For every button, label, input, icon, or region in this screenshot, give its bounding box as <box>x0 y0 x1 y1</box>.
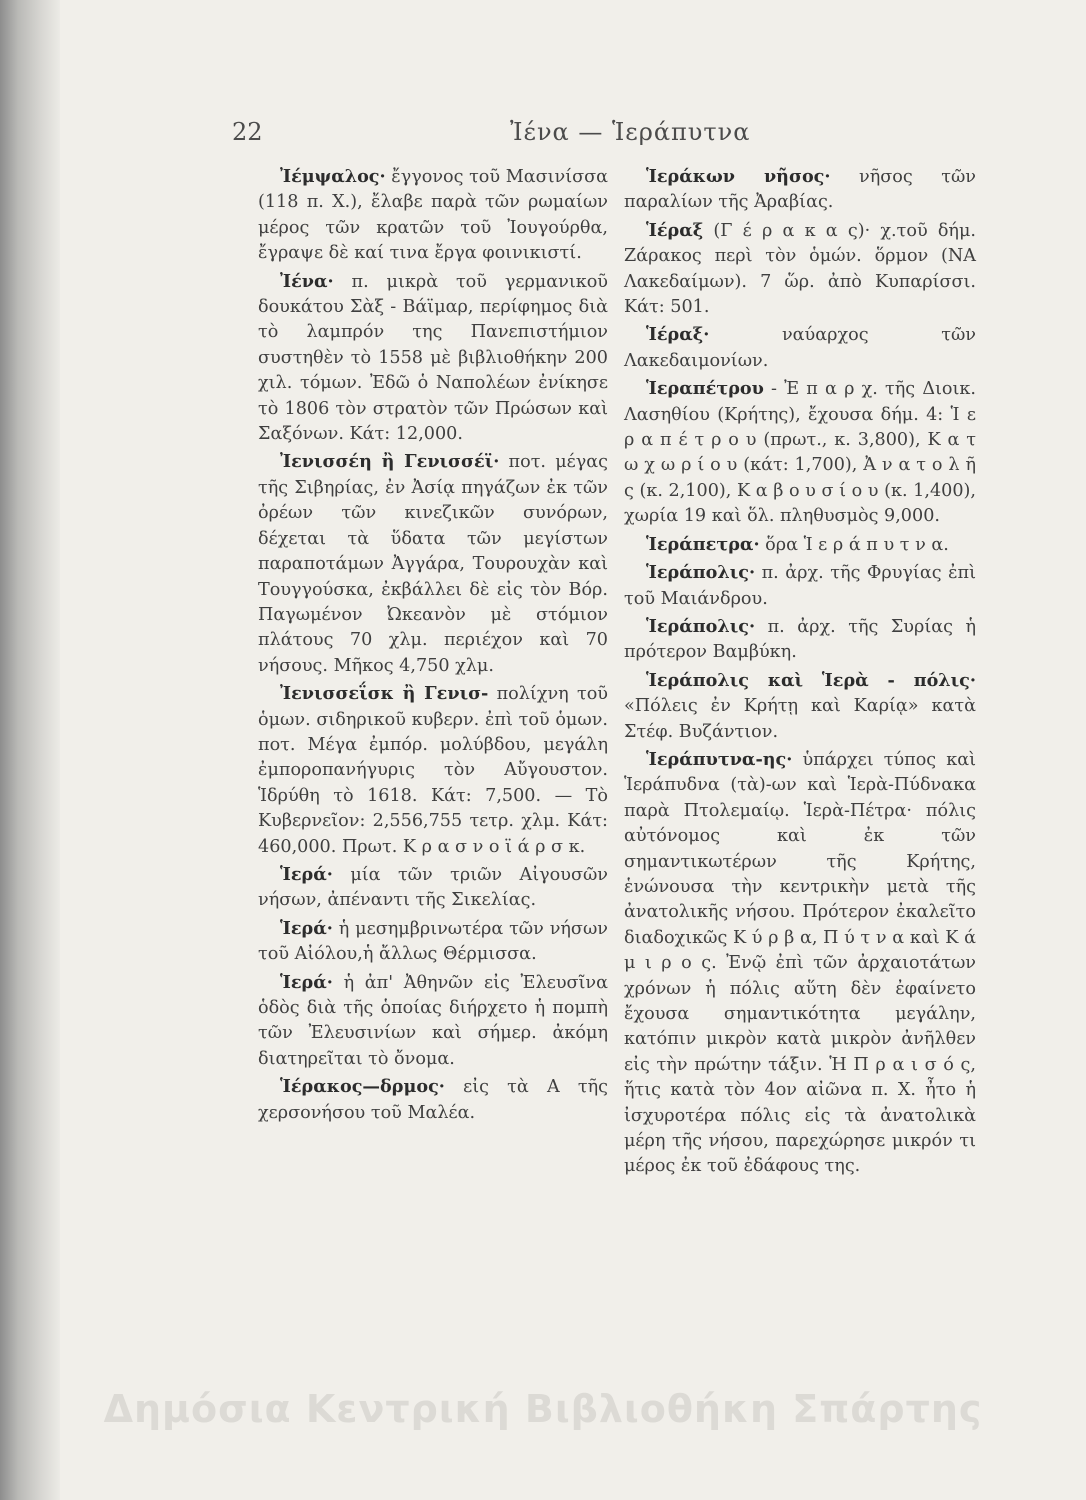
entry-text: ναύαρχος τῶν Λακεδαιμονίων. <box>624 325 976 371</box>
entry-text: π. ἀρχ. τῆς Φρυγίας ἐπὶ τοῦ Μαιάνδρου. <box>624 563 976 609</box>
dictionary-entry <box>258 164 608 267</box>
entry-headword: Ἱερά· <box>280 863 333 885</box>
dictionary-entry <box>624 218 976 321</box>
dictionary-entry <box>258 681 608 860</box>
entry-text: (Γ έ ρ α κ α ς)· χ.τοῦ δήμ. Ζάρακος περὶ τὸν ὁμών. ὅρμον (ΝΑ Λακεδαίμων). 7 ὥρ. ἀπὸ Κυπαρίσσι. Κάτ: 501. <box>624 220 976 318</box>
page-header <box>0 118 1086 158</box>
entry-text: π. ἀρχ. τῆς Συρίας ἡ πρότερον Βαμβύκη. <box>624 616 976 663</box>
entry-headword: Ἱεραπέτρου <box>646 378 764 400</box>
entry-text: νῆσος τῶν παραλίων τῆς Ἀραβίας. <box>624 167 977 213</box>
dictionary-entry <box>624 668 976 745</box>
dictionary-entry <box>624 614 976 666</box>
dictionary-entry <box>624 560 976 612</box>
entry-headword: Ἱεράπετρα· <box>646 533 760 555</box>
entry-headword: Ἱέραξ <box>646 219 704 241</box>
left-column <box>258 164 608 1128</box>
entry-text: ποτ. μέγας τῆς Σιβηρίας, ἐν Ἀσίᾳ πηγάζων ἐκ τῶν ὀρέων τῶν κινεζικῶν συνόρων, δέχεται τὰ ὕδατα τῶν μεγίστων παραποτάμων Ἀγγάρα, Τουρουχὰν καὶ Τουγγούσκα, ἐκβάλλει δὲ εἰς τὸν Βόρ. Παγωμένον Ὠκεανὸν μὲ στόμιον πλάτους 70 χλμ. περιέχον καὶ 70 νήσους. Μῆκος 4,750 χλμ. <box>258 452 609 676</box>
library-watermark: Δημόσια Κεντρική Βιβλιοθήκη Σπάρτης <box>103 1387 983 1431</box>
entry-text: πολίχνη τοῦ ὁμων. σιδηρικοῦ κυβερν. ἐπὶ τοῦ ὁμων. ποτ. Μέγα ἐμπόρ. μολύβδου, μεγάλη ἐμποροπανήγυρις τὸν Αὔγουστον. Ἱδρύθη τὸ 1618. Κάτ: 7,500. — Τὸ Κυβερνεῖον: 2,556,755 τετρ. χλμ. Κάτ: 460,000. Πρωτ. Κ ρ α σ ν ο ϊ ά ρ σ κ. <box>258 684 609 857</box>
entry-text: ὅρα Ἱ ε ρ ά π υ τ ν α. <box>759 534 949 555</box>
entry-headword: Ἱεράκων νῆσος· <box>646 166 831 187</box>
right-column <box>624 164 976 1182</box>
entry-text: - Ἐ π α ρ χ. τῆς Διοικ. Λασηθίου (Κρήτης), ἔχουσα δήμ. 4: Ἱ ε ρ α π έ τ ρ ο υ (πρωτ., κ. 3,800), Κ α τ ω χ ω ρ ί ο υ (κάτ: 1,700), Ἀ ν α τ ο λ ῆ ς (κ. 2,100), Κ α β ο υ σ ί ο υ (κ. 1,400), χωρία 19 καὶ ὅλ. πληθυσμὸς 9,000. <box>624 379 976 527</box>
entry-headword: Ἱερά· <box>280 917 333 939</box>
dictionary-entry <box>258 970 608 1073</box>
dictionary-entry <box>624 532 976 558</box>
entry-headword: Ἱέραξ· <box>646 324 710 346</box>
entry-headword: Ἱεράπολις καὶ Ἱερὰ - πόλις· <box>646 669 976 691</box>
entry-headword: Ἰένα· <box>280 270 334 292</box>
entry-headword: Ἱερά· <box>280 971 333 993</box>
dictionary-entry <box>258 862 608 914</box>
page-number: 22 <box>232 118 263 146</box>
entry-text: ἡ μεσημβρινωτέρα τῶν νήσων τοῦ Αἰόλου,ἡ ἄλλως Θέρμισσα. <box>258 918 608 965</box>
entry-headword: Ἱεράπολις· <box>646 562 756 584</box>
entry-headword: Ἱεράπολις· <box>646 615 756 637</box>
dictionary-entry <box>258 1074 608 1126</box>
dictionary-entry <box>624 322 976 374</box>
dictionary-entry <box>624 747 976 1180</box>
entry-text: ἡ ἀπ' Ἀθηνῶν εἰς Ἐλευσῖνα ὁδὸς διὰ τῆς ὁποίας διήρχετο ἡ πομπὴ τῶν Ἐλευσινίων καὶ σήμερ. ἀκόμη διατηρεῖται τὸ ὄνομα. <box>258 972 608 1069</box>
entry-headword: Ἱέρακος—δρμος· <box>280 1076 445 1098</box>
page-edge-shadow <box>0 0 60 1500</box>
dictionary-entry <box>624 164 976 216</box>
dictionary-entry <box>258 916 608 968</box>
entry-text: εἰς τὰ Α τῆς χερσονήσου τοῦ Μαλέα. <box>258 1077 608 1123</box>
dictionary-entry <box>258 449 608 679</box>
entry-text: π. μικρὰ τοῦ γερμανικοῦ δουκάτου Σὰξ - Βάϊμαρ, περίφημος διὰ τὸ λαμπρόν της Πανεπιστήμιον συστηθὲν τὸ 1558 μὲ βιβλιοθήκην 200 χιλ. τόμων. Ἐδῶ ὁ Ναπολέων ἐνίκησε τὸ 1806 τὸν στρατὸν τῶν Πρώσων καὶ Σαξόνων. Κάτ: 12,000. <box>258 271 608 445</box>
entry-headword: Ἰενισσέη ἢ Γενισσέϊ· <box>280 451 500 473</box>
running-title: Ἰένα — Ἱεράπυτνα <box>510 118 751 146</box>
entry-text: μία τῶν τριῶν Αἰγουσῶν νήσων, ἀπέναντι τῆς Σικελίας. <box>258 864 608 911</box>
entry-text: ἔγγονος τοῦ Μασινίσσα (118 π. Χ.), ἔλαβε παρὰ τῶν ρωμαίων μέρος τῶν κρατῶν τοῦ Ἰουγούρθα, ἔγραψε δὲ καί τινα ἔργα φοινικιστί. <box>258 167 608 264</box>
entry-headword: Ἰέμψαλος· <box>280 166 386 187</box>
dictionary-entry <box>624 376 976 529</box>
entry-text: ὑπάρχει τύπος καὶ Ἱεράπυδνα (τὰ)-ων καὶ Ἱερὰ-Πύδνακα παρὰ Πτολεμαίῳ. Ἱερὰ-Πέτρα· πόλις αὐτόνομος καὶ ἐκ τῶν σημαντικωτέρων τῆς Κρήτης, ἑνώνουσα τὴν κεντρικὴν μετὰ τῆς ἀνατολικῆς νήσου. Πρότερον ἐκαλεῖτο διαδοχικῶς Κ ύ ρ β α, Π ύ τ ν α καὶ Κ ά μ ι ρ ο ς. Ἐνῷ ἐπὶ τῶν ἀρχαιοτάτων χρόνων ἡ πόλις αὕτη δὲν ἐφαίνετο ἔχουσα σημαντικότητα μεγάλην, κατόπιν μικρὸν κατὰ μικρὸν ἀνῆλθεν εἰς τὴν πρώτην τάξιν. Ἡ Π ρ α ι σ ό ς, ἥτις κατὰ τὸν 4ον αἰῶνα π. Χ. ἦτο ἡ ἰσχυροτέρα πόλις εἰς τὰ ἀνατολικὰ μέρη τῆς νήσου, παρεχώρησε μικρόν τι μέρος ἐκ τοῦ ἐδάφους της. <box>624 749 976 1177</box>
entry-text: «Πόλεις ἐν Κρήτῃ καὶ Καρίᾳ» κατὰ Στέφ. Βυζάντιον. <box>624 696 976 742</box>
entry-headword: Ἱεράπυτνα-ης· <box>646 748 793 770</box>
entry-headword: Ἰενισσεΐσκ ἢ Γενισ- <box>280 683 489 705</box>
dictionary-entry <box>258 269 608 448</box>
